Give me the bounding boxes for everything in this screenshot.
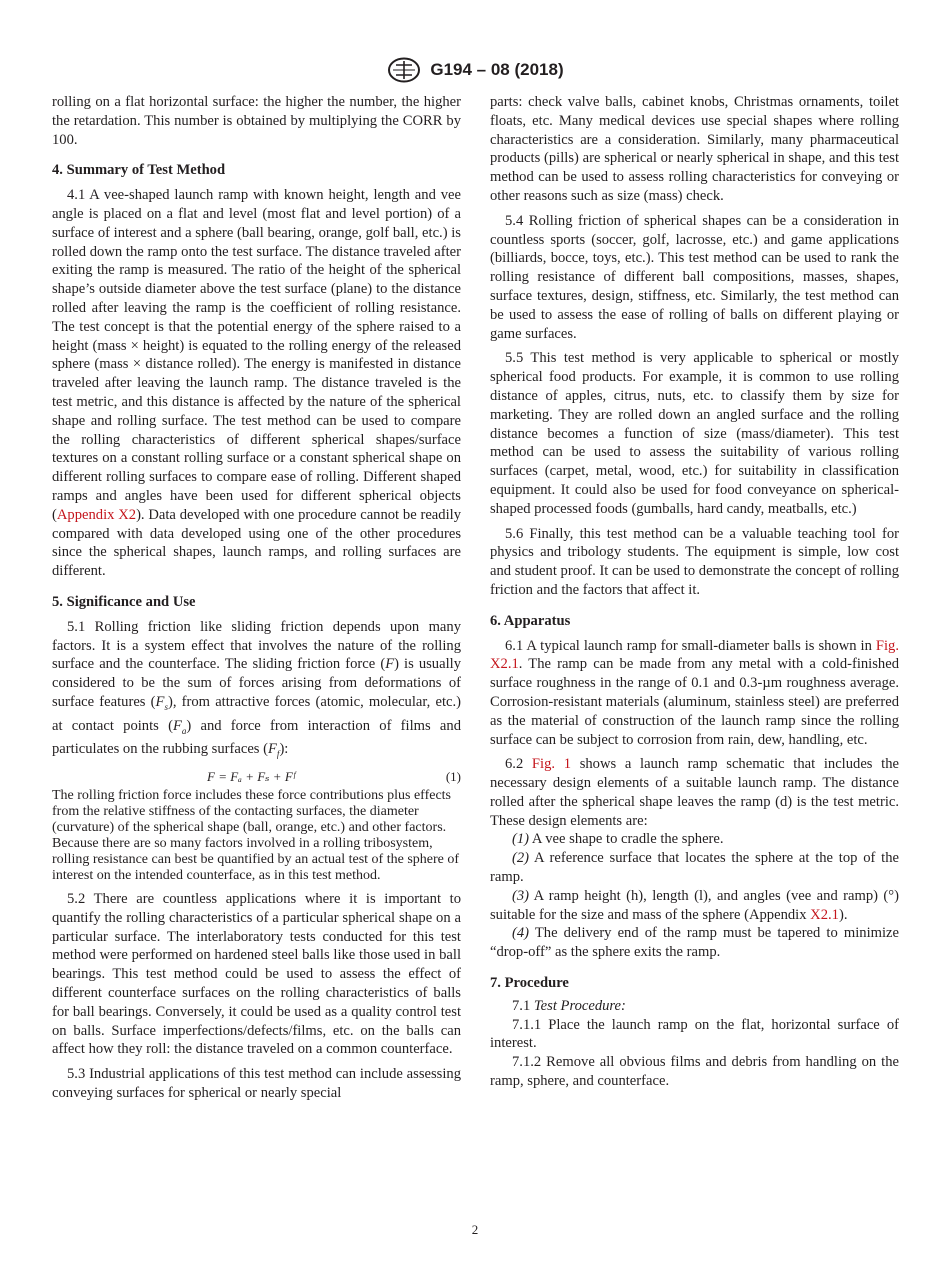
subscript: a: [181, 725, 187, 736]
design-element-2: [490, 849, 899, 887]
paragraph-5-3-continued: parts: check valve balls, cabinet knobs, Christmas ornaments, toilet floats, etc. Many medical devices use special shapes where rolling characteristics are a consideration. Similarly, many pharmaceutical products (pills) are spherical or nearly spherical in shape, and this test method can be used to assess rolling characteristics for conveying or other reasons such as size (mass) check.: [490, 94, 899, 204]
subscript: f: [276, 749, 280, 760]
text: A vee shape to cradle the sphere.: [529, 831, 724, 848]
fig-1-link[interactable]: Fig. 1: [531, 756, 572, 773]
text: 7.1: [512, 997, 534, 1014]
text: ). Data developed with one procedure cannot be readily compared with data developed using one of the other procedures since the spherical shapes, launch ramps, and rolling surfaces are different.: [52, 506, 461, 580]
paragraph-6-2: [490, 755, 899, 830]
text: A ramp height (h), length (l), and angles (vee and ramp) (°) suitable for the size and mass of the sphere (Appendix: [490, 887, 899, 923]
fig-x2-1-link[interactable]: Fig. X2.1: [490, 637, 899, 673]
subheading: Test Procedure:: [533, 997, 626, 1014]
text: . The ramp can be made from any metal with a cold-finished surface roughness in the range of 0.1 and 0.3-µm roughness average. Corrosion-resistant materials (aluminum, stainless steel) are preferred as the material of construction of the launch ramp since the rolling surface can be subject to corrosion from rain, dew, handling, etc.: [490, 656, 899, 748]
paragraph-5-6: 5.6 Finally, this test method can be a valuable teaching tool for physics and tribology students. The equipment is simple, low cost and student proof. It can be used to demonstrate the concept of rolling friction and the factors that affect it.: [490, 525, 899, 598]
symbol-f: F: [155, 693, 165, 710]
text: ):: [279, 741, 289, 758]
item-number: (2): [512, 850, 530, 867]
symbol-f: F: [385, 656, 395, 673]
paragraph-4-1: [52, 186, 461, 581]
page-header: [0, 57, 950, 83]
section-heading-7: 7. Procedure: [490, 975, 569, 992]
text: ) is usually considered to be the sum of forces arising from deformations of surface features (: [52, 656, 461, 710]
symbol-f: F: [172, 717, 182, 734]
appendix-x2-link[interactable]: Appendix X2: [56, 506, 137, 523]
paragraph-5-5: 5.5 This test method is very applicable to spherical or mostly spherical food products. For example, it is common to use rolling distance of apples, citrus, nuts, etc. to classify them by size for marketing. They are rolled down an angled surface and the rolling distance becomes a function of size (mass/diameter). This test method can be used to assess the suitability of various rolling surfaces (carpet, metal, wood, etc.) for suitability in classification equipment. It could also be used for food conveyance on spherical-shaped processed foods (gumballs, hard candy, meatballs, etc.): [490, 350, 899, 517]
text: ), from attractive forces (atomic, molecular, etc.) at contact points (: [52, 693, 461, 734]
right-column: [490, 93, 899, 1091]
text: 5.1 Rolling friction like sliding friction depends upon many factors. It is a system effect that involves the nature of the rolling surface and the counterface. The sliding friction force (: [52, 618, 461, 673]
document-id: G194 – 08 (2018): [430, 60, 564, 79]
astm-logo-icon: [386, 57, 422, 83]
item-number: (1): [512, 831, 530, 848]
equation-body: F = Fₐ + Fₛ + Fᶠ: [207, 769, 296, 785]
paragraph-6-1: [490, 637, 899, 750]
text: ) and force from interaction of films and particulates on the rubbing surfaces (: [52, 717, 461, 758]
design-element-4: [490, 924, 899, 962]
item-number: (4): [512, 925, 530, 942]
text: shows a launch ramp schematic that includes the necessary design elements of a suitable launch ramp. The distance rolled after the spherical shape leaves the ramp (d) is the test metric. These design elements are:: [490, 756, 899, 829]
design-element-1: [490, 830, 899, 849]
paragraph-5-1: [52, 618, 461, 764]
item-number: (3): [512, 887, 530, 904]
text: ).: [838, 906, 848, 923]
text: 6.2: [505, 756, 532, 773]
symbol-f: F: [268, 741, 277, 758]
text: 6.1 A typical launch ramp for small-diameter balls is shown in: [505, 637, 876, 654]
appendix-x2-1-link[interactable]: X2.1: [810, 906, 839, 923]
paragraph-5-4: 5.4 Rolling friction of spherical shapes can be a consideration in countless sports (soccer, golf, lacrosse, etc.) and game applications (billiards, bocce, toys, etc.). This test method can be used to rank the rolling resistance of different ball compositions, masses, shapes, surface textures, design, stiffness, etc. Similarly, the test method can be used to assess the ease of rolling of balls on different playing or game surfaces.: [490, 212, 899, 342]
design-element-3: [490, 887, 899, 925]
paragraph-7-1-2: 7.1.2 Remove all obvious films and debris from handling on the ramp, sphere, and counterface.: [490, 1054, 899, 1090]
paragraph-7-1: [490, 997, 899, 1016]
section-heading-6: 6. Apparatus: [490, 612, 571, 629]
paragraph-5-3: 5.3 Industrial applications of this test method can include assessing conveying surfaces for spherical or nearly special: [52, 1066, 461, 1101]
equation-1: [52, 768, 461, 788]
paragraph-5-2: 5.2 There are countless applications where it is important to quantify the rolling characteristics of a particular spherical shape on a particular surface. The interlaboratory tests conducted for this test method were performed on hardened steel balls like those used in ball bearings. This test method could be used to assess the effect of different counterface surfaces on the rolling characteristics of balls for ball bearings. Conversely, it could be used as a quality control test on balls. Surface imperfections/defects/films, etc. on the balls can affect how they roll: the distance traveled on a common counterface.: [52, 891, 461, 1058]
text: A reference surface that locates the sphere at the top of the ramp.: [490, 850, 899, 886]
text: The delivery end of the ramp must be tapered to minimize “drop-off” as the sphere exits the ramp.: [490, 925, 899, 961]
paragraph-continuation: rolling on a flat horizontal surface: the higher the number, the higher the retardation. This number is obtained by multiplying the CORR by 100.: [52, 94, 461, 148]
section-heading-4: 4. Summary of Test Method: [52, 162, 226, 179]
subscript: s: [164, 701, 168, 712]
page-number: 2: [471, 1222, 479, 1237]
section-heading-5: 5. Significance and Use: [52, 593, 196, 610]
text: 4.1 A vee-shaped launch ramp with known height, length and vee angle is placed on a flat and level (most flat and level portion) of a surface of interest and a sphere (ball bearing, orange, golf ball, etc.) is rolled down the ramp onto the test surface. The distance traveled after exiting the ramp is measured. The ratio of the height of the spherical shape’s outside diameter above the test surface (plane) to the distance rolled after leaving the ramp is the coefficient of rolling resistance. The test concept is that the potential energy of the sphere raised to a height (mass × height) is equated to the rolling energy of the released sphere (mass × distance rolled). The energy is manifested in distance traveled after leaving the launch ramp. The distance traveled is the test metric, and this distance is affected by the nature of the spherical shape and rolling surface. The test method can be used to compare the rolling characteristics of different spherical shapes/surface textures on a constant rolling surface or a constant spherical shape on different rolling surfaces to compare ease of rolling. Different shaped ramps and angles have been used for different spherical objects (: [52, 187, 461, 523]
left-column: [52, 93, 461, 1103]
paragraph-after-equation: The rolling friction force includes these force contributions plus effects from the relative stiffness of the contacting surfaces, the diameter (curvature) of the spherical shape (ball, orange, etc.) and other factors. Because there are so many factors involved in a rolling tribosystem, rolling resistance can best be quantified by an actual test of the sphere of interest on the intended counterface, as in this test method.: [52, 788, 460, 884]
paragraph-7-1-1: 7.1.1 Place the launch ramp on the flat, horizontal surface of interest.: [490, 1016, 899, 1052]
equation-number: (1): [445, 769, 461, 785]
